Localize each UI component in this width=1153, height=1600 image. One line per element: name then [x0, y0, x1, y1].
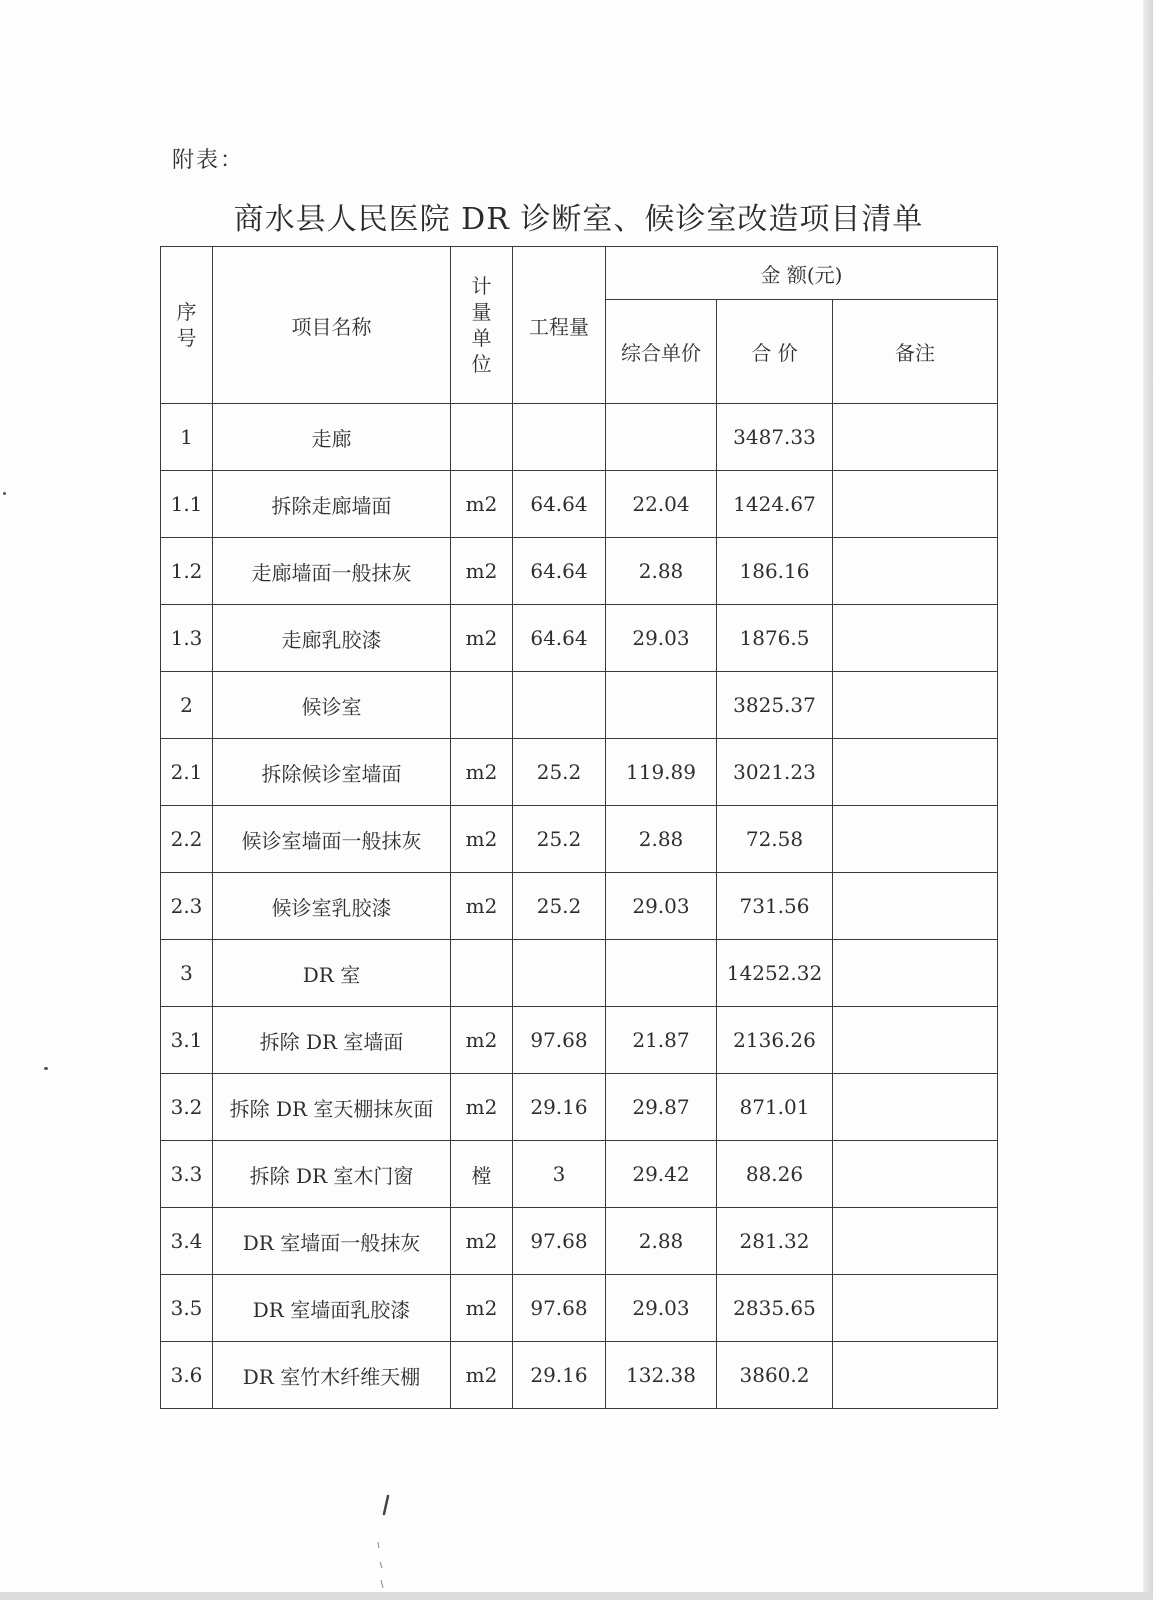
- cell-unit: m2: [451, 873, 513, 940]
- cell-unit: m2: [451, 471, 513, 538]
- cell-total: 3825.37: [717, 672, 833, 739]
- cell-remark: [833, 806, 998, 873]
- header-row-top: [161, 247, 998, 300]
- page-edge-shadow: [1143, 0, 1153, 1600]
- table-row: [161, 1275, 998, 1342]
- cell-total: 72.58: [717, 806, 833, 873]
- cell-total: 3860.2: [717, 1342, 833, 1409]
- cell-remark: [833, 940, 998, 1007]
- cell-qty: 29.16: [513, 1342, 606, 1409]
- cell-name: DR 室墙面乳胶漆: [213, 1275, 451, 1342]
- cell-unit-price: 29.03: [606, 1275, 717, 1342]
- ink-mark: [372, 1492, 402, 1592]
- cell-unit: m2: [451, 605, 513, 672]
- cell-unit-price: 29.03: [606, 873, 717, 940]
- cell-name: 走廊: [213, 404, 451, 471]
- table-row: [161, 940, 998, 1007]
- cell-unit-price: 29.03: [606, 605, 717, 672]
- cell-unit-price: 132.38: [606, 1342, 717, 1409]
- cell-total: 3021.23: [717, 739, 833, 806]
- cell-unit-price: 22.04: [606, 471, 717, 538]
- cell-name: DR 室墙面一般抹灰: [213, 1208, 451, 1275]
- cell-seq: 1.2: [161, 538, 213, 605]
- cell-qty: [513, 404, 606, 471]
- table-row: [161, 1007, 998, 1074]
- cell-remark: [833, 538, 998, 605]
- cell-unit-price: [606, 940, 717, 1007]
- cell-unit: m2: [451, 739, 513, 806]
- cell-remark: [833, 1342, 998, 1409]
- cell-unit: m2: [451, 1074, 513, 1141]
- table-row: [161, 873, 998, 940]
- cell-qty: 64.64: [513, 605, 606, 672]
- header-total: 合 价: [717, 300, 833, 404]
- attachment-label: 附表：: [172, 148, 245, 173]
- cell-unit-price: [606, 672, 717, 739]
- cell-unit: m2: [451, 806, 513, 873]
- table-row: [161, 1141, 998, 1208]
- cell-total: 1424.67: [717, 471, 833, 538]
- cell-unit: m2: [451, 1007, 513, 1074]
- cell-remark: [833, 873, 998, 940]
- table-header: [161, 247, 998, 404]
- cell-remark: [833, 471, 998, 538]
- scan-speck: [44, 1067, 48, 1070]
- cell-unit-price: 29.42: [606, 1141, 717, 1208]
- cell-total: 731.56: [717, 873, 833, 940]
- cell-qty: 97.68: [513, 1007, 606, 1074]
- cell-name: 走廊乳胶漆: [213, 605, 451, 672]
- header-remark: 备注: [833, 300, 998, 404]
- cell-unit-price: 29.87: [606, 1074, 717, 1141]
- cell-remark: [833, 605, 998, 672]
- cell-unit: 樘: [451, 1141, 513, 1208]
- cell-seq: 3.3: [161, 1141, 213, 1208]
- cell-seq: 2.3: [161, 873, 213, 940]
- cell-total: 88.26: [717, 1141, 833, 1208]
- header-amount-group: 金 额(元): [606, 247, 998, 300]
- cell-total: 871.01: [717, 1074, 833, 1141]
- cell-unit-price: 21.87: [606, 1007, 717, 1074]
- cell-qty: 25.2: [513, 806, 606, 873]
- cell-seq: 1: [161, 404, 213, 471]
- cell-name: 拆除候诊室墙面: [213, 739, 451, 806]
- cell-unit: m2: [451, 1275, 513, 1342]
- cell-qty: 97.68: [513, 1275, 606, 1342]
- header-qty: 工程量: [513, 247, 606, 404]
- cell-unit-price: 2.88: [606, 538, 717, 605]
- cell-qty: [513, 672, 606, 739]
- document-title: 商水县人民医院 DR 诊断室、候诊室改造项目清单: [233, 202, 924, 237]
- table-row: [161, 538, 998, 605]
- cell-remark: [833, 739, 998, 806]
- cell-qty: 25.2: [513, 739, 606, 806]
- cell-unit: [451, 672, 513, 739]
- cell-name: 候诊室: [213, 672, 451, 739]
- cell-unit: [451, 940, 513, 1007]
- cell-name: 拆除 DR 室天棚抹灰面: [213, 1074, 451, 1141]
- cell-seq: 3: [161, 940, 213, 1007]
- cell-remark: [833, 1275, 998, 1342]
- cell-seq: 3.1: [161, 1007, 213, 1074]
- header-unit-price: 综合单价: [606, 300, 717, 404]
- cell-unit: m2: [451, 538, 513, 605]
- cell-unit: [451, 404, 513, 471]
- cell-remark: [833, 1141, 998, 1208]
- cell-name: 拆除走廊墙面: [213, 471, 451, 538]
- cell-unit-price: 2.88: [606, 1208, 717, 1275]
- cell-qty: 64.64: [513, 538, 606, 605]
- table-row: [161, 605, 998, 672]
- cell-seq: 3.5: [161, 1275, 213, 1342]
- cell-seq: 3.6: [161, 1342, 213, 1409]
- cell-remark: [833, 1007, 998, 1074]
- cell-total: 3487.33: [717, 404, 833, 471]
- table-row: [161, 404, 998, 471]
- table-row: [161, 739, 998, 806]
- table-row: [161, 1074, 998, 1141]
- scan-speck: [3, 492, 6, 495]
- table-row: [161, 672, 998, 739]
- cell-seq: 3.4: [161, 1208, 213, 1275]
- cell-qty: 3: [513, 1141, 606, 1208]
- table-row: [161, 1208, 998, 1275]
- cell-unit-price: [606, 404, 717, 471]
- cell-total: 2136.26: [717, 1007, 833, 1074]
- cell-unit-price: 2.88: [606, 806, 717, 873]
- cell-total: 281.32: [717, 1208, 833, 1275]
- cell-remark: [833, 1074, 998, 1141]
- cell-seq: 1.1: [161, 471, 213, 538]
- cell-remark: [833, 404, 998, 471]
- cell-remark: [833, 672, 998, 739]
- header-name: 项目名称: [213, 247, 451, 404]
- cell-name: 候诊室乳胶漆: [213, 873, 451, 940]
- cell-name: 走廊墙面一般抹灰: [213, 538, 451, 605]
- cell-seq: 1.3: [161, 605, 213, 672]
- cell-name: 拆除 DR 室墙面: [213, 1007, 451, 1074]
- cell-name: 候诊室墙面一般抹灰: [213, 806, 451, 873]
- table-row: [161, 1342, 998, 1409]
- header-unit: 计量单位: [451, 247, 513, 404]
- cell-qty: 97.68: [513, 1208, 606, 1275]
- cell-total: 186.16: [717, 538, 833, 605]
- cell-name: DR 室竹木纤维天棚: [213, 1342, 451, 1409]
- cell-total: 14252.32: [717, 940, 833, 1007]
- cell-seq: 2.2: [161, 806, 213, 873]
- header-seq: 序号: [161, 247, 213, 404]
- table-row: [161, 471, 998, 538]
- cell-seq: 2.1: [161, 739, 213, 806]
- cell-name: DR 室: [213, 940, 451, 1007]
- cell-qty: 25.2: [513, 873, 606, 940]
- cell-qty: 64.64: [513, 471, 606, 538]
- cell-unit: m2: [451, 1208, 513, 1275]
- table-body: [161, 404, 998, 1409]
- cell-seq: 3.2: [161, 1074, 213, 1141]
- cell-name: 拆除 DR 室木门窗: [213, 1141, 451, 1208]
- cell-remark: [833, 1208, 998, 1275]
- cell-seq: 2: [161, 672, 213, 739]
- cell-total: 2835.65: [717, 1275, 833, 1342]
- project-list-table: [160, 246, 998, 1409]
- table-row: [161, 806, 998, 873]
- cell-total: 1876.5: [717, 605, 833, 672]
- cell-unit-price: 119.89: [606, 739, 717, 806]
- cell-unit: m2: [451, 1342, 513, 1409]
- cell-qty: 29.16: [513, 1074, 606, 1141]
- page-bottom-edge: [0, 1592, 1153, 1600]
- cell-qty: [513, 940, 606, 1007]
